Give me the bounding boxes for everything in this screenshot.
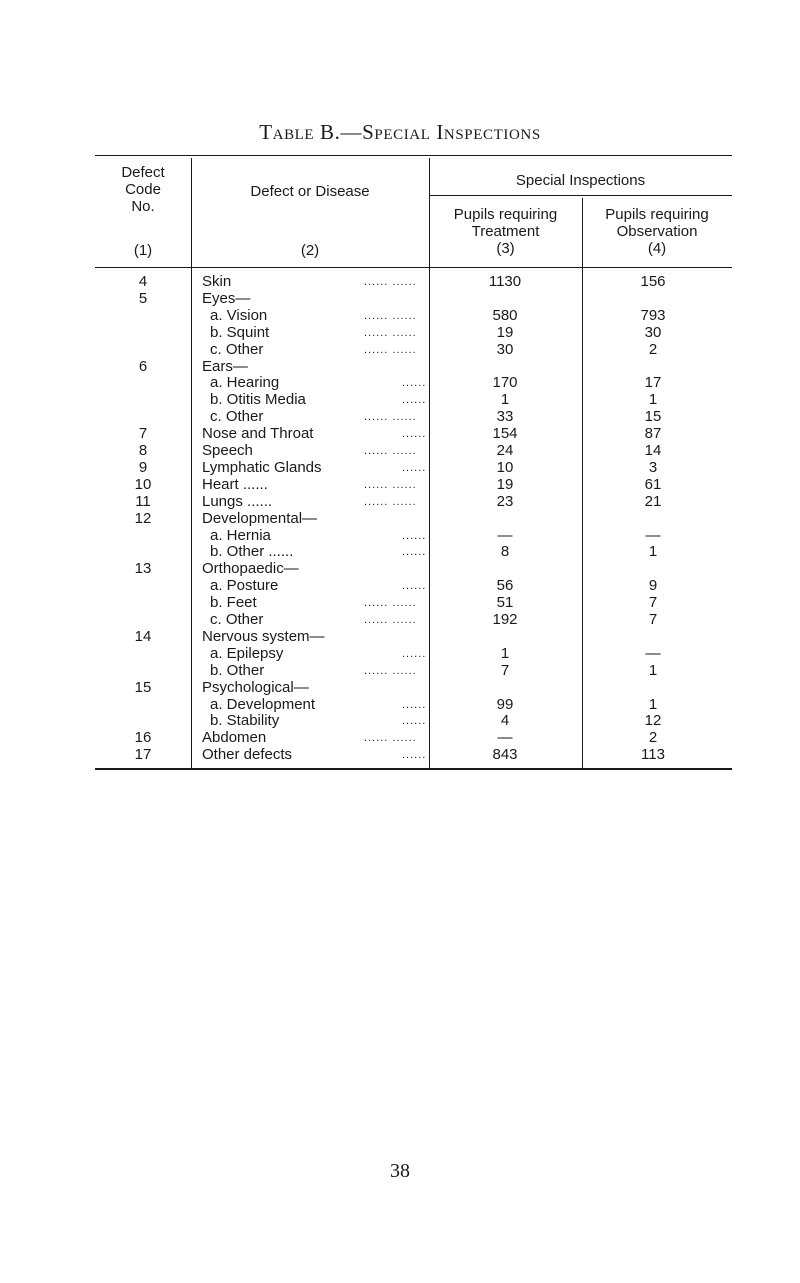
table-row xyxy=(0,745,800,765)
row-label: b. Feet xyxy=(210,594,257,612)
row-label: Abdomen xyxy=(202,729,267,747)
row-leader-dots: ...... ...... xyxy=(364,495,417,508)
row-leader-dots: ...... ...... xyxy=(364,445,417,457)
row-observation-value: 156 xyxy=(640,273,666,290)
row-treatment-value: — xyxy=(497,729,513,747)
row-leader-dots: ...... xyxy=(402,377,427,390)
header-treatment xyxy=(429,206,582,257)
row-treatment-value: 192 xyxy=(492,611,518,628)
row-code: 4 xyxy=(138,273,148,290)
row-code: 13 xyxy=(134,560,152,578)
row-leader-dots: ...... xyxy=(402,394,427,407)
row-label: Orthopaedic— xyxy=(202,560,299,578)
row-treatment-value: 51 xyxy=(496,594,514,612)
row-observation-value: 30 xyxy=(644,323,662,341)
row-code: 9 xyxy=(138,458,148,476)
row-leader-dots: ...... xyxy=(402,698,427,711)
row-observation-value: 21 xyxy=(644,492,662,510)
row-label: b. Stability xyxy=(210,712,280,730)
page-title: Table B.—Special Inspections xyxy=(259,120,541,144)
row-code: 6 xyxy=(138,357,148,375)
row-observation-value: 2 xyxy=(648,729,658,747)
header-defect-or-disease: Defect or Disease xyxy=(250,183,370,200)
row-label: Nervous system— xyxy=(202,627,325,645)
row-code: 16 xyxy=(134,729,152,747)
header-col4-number: (4) xyxy=(647,240,667,257)
header-defect-code xyxy=(95,164,191,215)
row-observation-value: 17 xyxy=(644,374,662,392)
row-label: Heart ...... xyxy=(202,475,268,493)
row-leader-dots: ...... ...... xyxy=(364,597,417,610)
row-leader-dots: ...... ...... xyxy=(364,276,417,288)
row-label: a. Vision xyxy=(210,306,268,324)
row-observation-value: 1 xyxy=(648,695,658,713)
row-treatment-value: 154 xyxy=(492,425,518,443)
row-leader-dots: ...... xyxy=(402,461,427,474)
row-code: 5 xyxy=(138,289,148,307)
table-bottom-rule xyxy=(95,768,732,770)
row-code: 11 xyxy=(135,492,151,510)
row-leader-dots: ...... ...... xyxy=(364,343,417,356)
row-label: Lungs ...... xyxy=(202,492,273,510)
header-col3-line2: Treatment xyxy=(471,223,540,240)
row-observation-value: 9 xyxy=(648,577,658,595)
row-label: Skin xyxy=(202,273,232,290)
header-col3-number: (3) xyxy=(496,240,515,257)
row-label: Psychological— xyxy=(202,678,309,696)
row-leader-dots: ...... xyxy=(402,749,427,762)
row-label: b. Squint xyxy=(210,323,270,341)
row-code: 14 xyxy=(134,627,152,645)
row-leader-dots: ...... ...... xyxy=(364,478,417,491)
row-treatment-value: 30 xyxy=(496,340,514,358)
row-treatment-value: 99 xyxy=(496,695,514,713)
row-observation-value: 1 xyxy=(648,543,658,561)
row-label: a. Hearing xyxy=(210,374,280,392)
row-label: a. Posture xyxy=(210,577,279,595)
header-col2-number: (2) xyxy=(300,242,320,259)
row-label: Nose and Throat xyxy=(202,425,314,443)
row-label: Developmental— xyxy=(202,509,318,527)
row-observation-value: 1 xyxy=(648,391,658,409)
header-col1-line2: Code xyxy=(125,181,161,198)
row-observation-value: 7 xyxy=(648,594,658,612)
header-special-inspections: Special Inspections xyxy=(515,172,646,189)
row-treatment-value: 843 xyxy=(492,746,518,764)
row-treatment-value: 7 xyxy=(500,661,510,679)
row-code: 7 xyxy=(138,425,148,443)
table-top-rule xyxy=(95,155,732,156)
row-treatment-value: 4 xyxy=(500,712,510,730)
row-leader-dots: ...... ...... xyxy=(364,732,417,745)
row-observation-value: 793 xyxy=(640,306,666,324)
header-col1-number: (1) xyxy=(133,242,153,259)
row-observation-value: — xyxy=(645,526,661,544)
row-leader-dots: ...... xyxy=(402,647,427,660)
row-label: a. Development xyxy=(210,695,316,713)
row-label: Lymphatic Glands xyxy=(202,458,322,476)
row-leader-dots: ...... ...... xyxy=(364,326,417,339)
row-treatment-value: 1 xyxy=(500,644,510,662)
header-observation xyxy=(582,206,732,257)
row-observation-value: 12 xyxy=(644,712,662,730)
row-leader-dots: ...... xyxy=(402,546,427,559)
row-treatment-value: 1130 xyxy=(488,273,522,290)
header-col4-line2: Observation xyxy=(616,223,698,240)
row-observation-value: 113 xyxy=(641,746,665,764)
row-treatment-value: 33 xyxy=(496,408,514,426)
header-col4-line1: Pupils requiring xyxy=(605,206,709,223)
row-code: 12 xyxy=(134,509,152,527)
row-label: Other defects xyxy=(202,746,293,764)
row-treatment-value: 23 xyxy=(496,492,514,510)
row-treatment-value: 8 xyxy=(500,543,510,561)
row-observation-value: 2 xyxy=(648,340,658,358)
row-leader-dots: ...... ...... xyxy=(364,411,417,424)
row-label: c. Other xyxy=(210,611,264,628)
row-leader-dots: ...... xyxy=(402,580,427,593)
row-observation-value: 61 xyxy=(644,475,662,493)
row-treatment-value: 56 xyxy=(496,577,514,595)
row-label: b. Other xyxy=(210,661,265,679)
row-observation-value: 7 xyxy=(648,611,658,628)
row-leader-dots: ...... ...... xyxy=(364,664,417,677)
row-label: c. Other xyxy=(210,340,264,358)
row-label: c. Other xyxy=(210,408,264,426)
row-treatment-value: 10 xyxy=(496,458,514,476)
row-observation-value: 14 xyxy=(644,442,662,459)
row-label: b. Otitis Media xyxy=(210,391,306,409)
row-leader-dots: ...... xyxy=(402,428,427,441)
row-code: 8 xyxy=(138,442,148,459)
row-observation-value: 87 xyxy=(644,425,662,443)
row-observation-value: — xyxy=(645,644,661,662)
row-treatment-value: 24 xyxy=(496,442,514,459)
row-label: b. Other ...... xyxy=(210,543,294,561)
row-code: 15 xyxy=(134,678,152,696)
row-leader-dots: ...... ...... xyxy=(364,614,417,626)
group-underline xyxy=(429,195,732,196)
row-label: a. Epilepsy xyxy=(210,644,284,662)
row-label: a. Hernia xyxy=(210,526,271,544)
page-number: 38 xyxy=(390,1160,410,1182)
row-treatment-value: 170 xyxy=(492,374,518,392)
row-code: 17 xyxy=(134,746,152,764)
row-treatment-value: 1 xyxy=(500,391,510,409)
row-leader-dots: ...... xyxy=(402,529,427,542)
row-treatment-value: 19 xyxy=(496,323,514,341)
row-treatment-value: 19 xyxy=(496,475,514,493)
row-treatment-value: — xyxy=(497,526,513,544)
row-code: 10 xyxy=(134,475,152,493)
row-observation-value: 15 xyxy=(644,408,662,426)
header-col1-line3: No. xyxy=(131,198,155,215)
row-observation-value: 1 xyxy=(648,661,658,679)
row-treatment-value: 580 xyxy=(492,306,518,324)
header-col1-line1: Defect xyxy=(121,164,165,181)
row-leader-dots: ...... ...... xyxy=(364,309,417,322)
row-label: Speech xyxy=(202,442,253,459)
header-col3-line1: Pupils requiring xyxy=(453,206,558,223)
row-label: Eyes— xyxy=(202,289,251,307)
row-observation-value: 3 xyxy=(648,458,658,476)
row-leader-dots: ...... xyxy=(402,715,427,728)
row-label: Ears— xyxy=(202,357,248,375)
